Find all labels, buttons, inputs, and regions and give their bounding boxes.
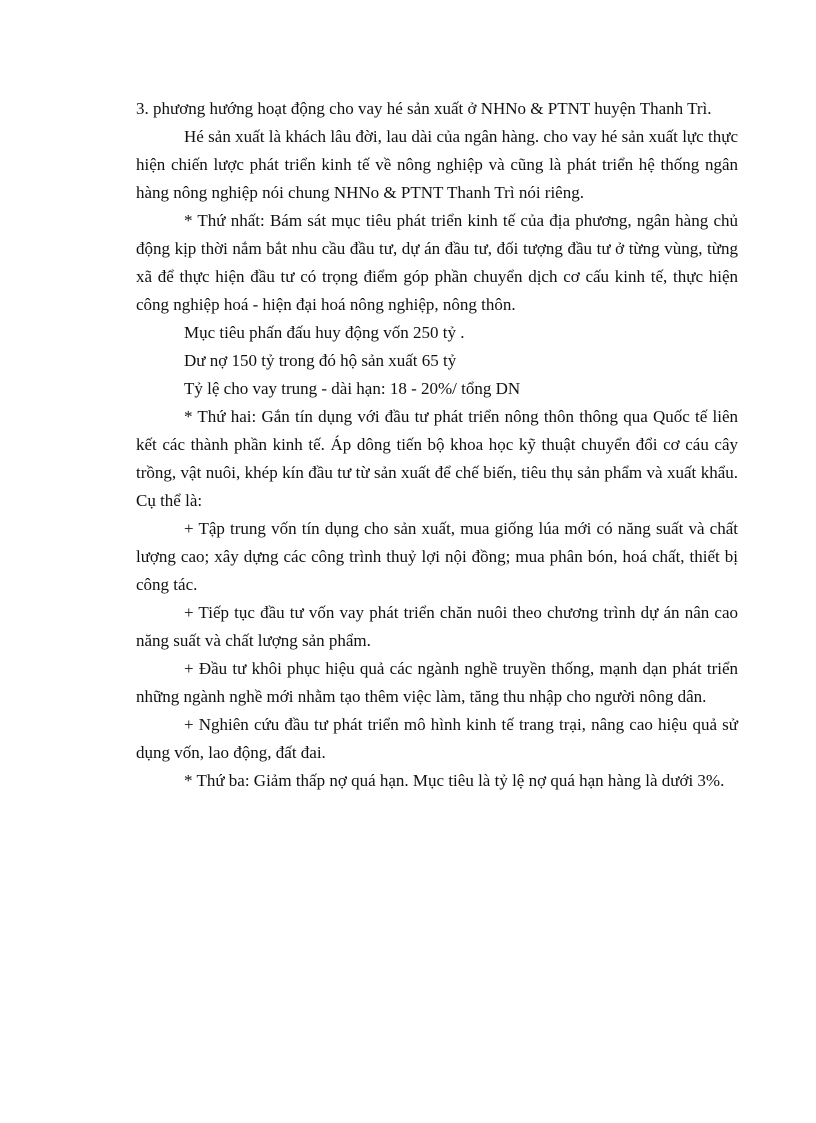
paragraph-second-point: * Thứ hai: Gắn tín dụng với đầu tư phát triển nông thôn thông qua Quốc tế liên kết các thành phần kinh tế. Áp dông tiến bộ khoa học kỹ thuật chuyển đổi cơ cáu cây trồng, vật nuôi, khép kín đầu tư từ sản xuất để chế biến, tiêu thụ sản phẩm và xuất khẩu. Cụ thể là: — [136, 407, 738, 510]
paragraph-intro: Hé sản xuất là khách lâu đời, lau dài của ngân hàng. cho vay hé sản xuất lực thực hiện chiến lược phát triển kinh tế về nông nghiệp và cũng là phát triển hệ thống ngân hàng nông nghiệp nói chung NHNo & PTNT Thanh Trì nói riêng. — [136, 127, 738, 202]
paragraph-bullet-livestock: + Tiếp tục đầu tư vốn vay phát triển chăn nuôi theo chương trình dự án nân cao năng suất và chất lượng sản phẩm. — [136, 603, 738, 650]
paragraph-target-loans: Dư nợ 150 tỷ trong đó hộ sản xuất 65 tỷ — [184, 351, 457, 370]
paragraph-bullet-production: + Tập trung vốn tín dụng cho sản xuất, mua giống lúa mới có năng suất và chất lượng cao; xây dựng các công trình thuỷ lợi nội đồng; mua phân bón, hoá chất, thiết bị công tác. — [136, 519, 738, 594]
paragraph-target-ratio: Tỷ lệ cho vay trung - dài hạn: 18 - 20%/ tổng DN — [184, 379, 521, 398]
section-heading: 3. phương hướng hoạt động cho vay hé sản xuất ở NHNo & PTNT huyện Thanh Trì. — [136, 99, 712, 118]
paragraph-first-point: * Thứ nhất: Bám sát mục tiêu phát triển kinh tế của địa phương, ngân hàng chủ động kịp thời nắm bắt nhu cầu đầu tư, dự án đầu tư, đối tượng đầu tư ở từng vùng, từng xã để thực hiện đầu tư có trọng điểm góp phần chuyển dịch cơ cấu kinh tế, thực hiện công nghiệp hoá - hiện đại hoá nông nghiệp, nông thôn. — [136, 211, 738, 314]
paragraph-bullet-farms: + Nghiên cứu đầu tư phát triển mô hình kinh tế trang trại, nâng cao hiệu quả sử dụng vốn, lao động, đất đai. — [136, 715, 738, 762]
paragraph-bullet-crafts: + Đầu tư khôi phục hiệu quả các ngành nghề truyền thống, mạnh dạn phát triển những ngành nghề mới nhằm tạo thêm việc làm, tăng thu nhập cho người nông dân. — [136, 659, 738, 706]
paragraph-third-point: * Thứ ba: Giảm thấp nợ quá hạn. Mục tiêu là tỷ lệ nợ quá hạn hàng là dưới 3%. — [184, 771, 725, 790]
document-page — [136, 95, 738, 795]
paragraph-target-capital: Mục tiêu phấn đấu huy động vốn 250 tỷ . — [184, 323, 465, 342]
